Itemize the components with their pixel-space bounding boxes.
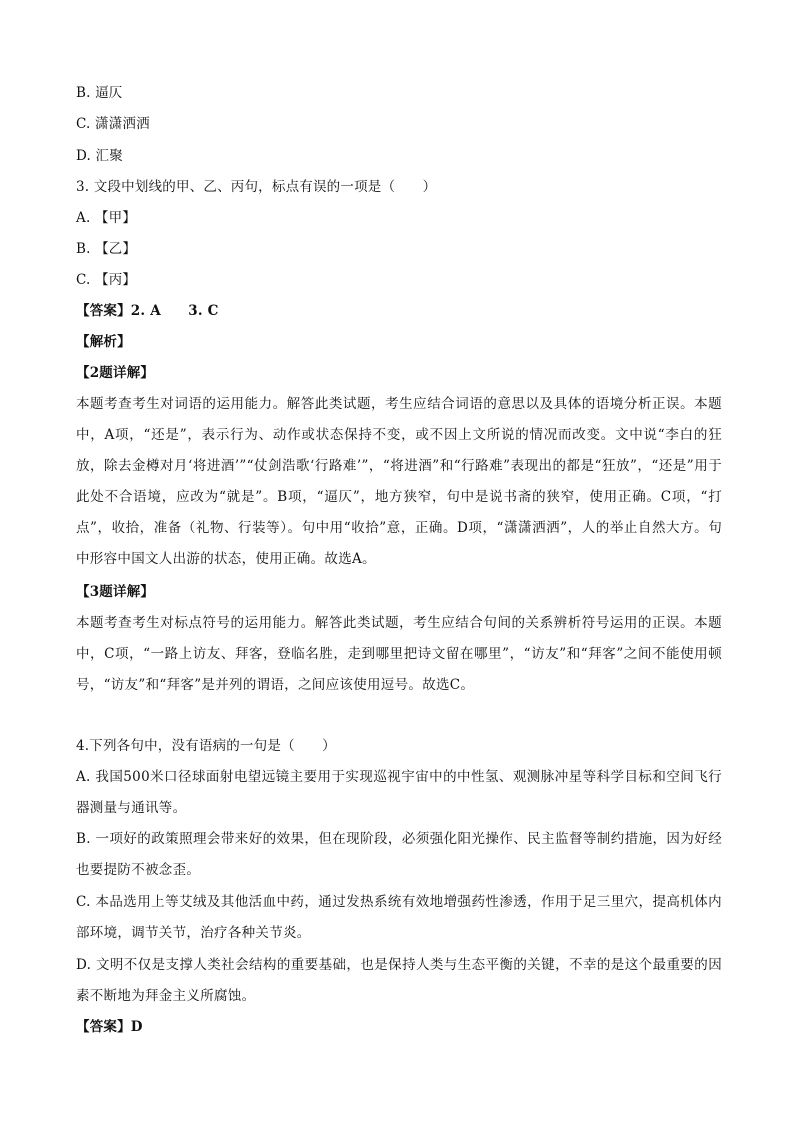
q4-option-c: C. 本品选用上等艾绒及其他活血中药，通过发热系统有效地增强药性渗透，作用于足三里穴，提高机体内部环境，调节关节，治疗各种关节炎。	[76, 894, 722, 941]
q4-option-b: B. 一项好的政策照理会带来好的效果，但在现阶段，必须强化阳光操作、民主监督等制约措施，因为好经也要提防不被念歪。	[76, 831, 722, 878]
q3-option-a: A. 【甲】	[76, 210, 137, 226]
q3-detail-paragraph: 本题考查考生对标点符号的运用能力。解答此类试题，考生应结合句间的关系辨析符号运用的正误。本题中，C项，“一路上访友、拜客，登临名胜，走到哪里把诗文留在哪里”，“访友”和“拜客”之间不能使用顿号，“访友”和“拜客”是并列的谓语，之间应该使用逗号。故选C。	[76, 615, 722, 693]
q2-option-b: B. 逼仄	[76, 85, 123, 101]
analysis-label: 【解析】	[76, 334, 131, 350]
q4-option-d: D. 文明不仅是支撑人类社会结构的重要基础，也是保持人类与生态平衡的关键，不幸的是这个最重要的因素不断地为拜金主义所腐蚀。	[76, 957, 722, 1004]
q3-stem: 3. 文段中划线的甲、乙、丙句，标点有误的一项是（ ）	[76, 179, 437, 195]
q4-answer: 【答案】D	[76, 1019, 143, 1035]
answer-line: 【答案】2. A 3. C	[76, 303, 219, 319]
q2-detail-paragraph: 本题考查考生对词语的运用能力。解答此类试题，考生应结合词语的意思以及具体的语境分析正误。本题中，A项，“还是”，表示行为、动作或状态保持不变，或不因上文所说的情况而改变。文中说“李白的狂放，除去金樽对月‘将进酒’”“仗剑浩歌‘行路难’”，“将进酒”和“行路难”表现出的都是“狂放”，“还是”用于此处不合语境，应改为“就是”。B项，“逼仄”，地方狭窄，句中是说书斋的狭窄，使用正确。C项，“打点”，收拾，准备（礼物、行装等）。句中用“收拾”意，正确。D项，“潇潇洒洒”，人的举止自然大方。句中形容中国文人出游的状态，使用正确。故选A。	[76, 396, 722, 567]
q2-option-d: D. 汇聚	[76, 148, 123, 164]
q3-option-c: C. 【丙】	[76, 272, 137, 288]
q3-detail-label: 【3题详解】	[76, 584, 155, 600]
q2-detail-label: 【2题详解】	[76, 365, 155, 381]
q2-option-c: C. 潇潇洒洒	[76, 116, 150, 132]
q4-option-a: A. 我国500米口径球面射电望远镜主要用于实现巡视宇宙中的中性氢、观测脉冲星等科学目标和空间飞行器测量与通讯等。	[76, 769, 722, 816]
q4-stem: 4.下列各句中，没有语病的一句是（ ）	[76, 738, 336, 754]
q3-option-b: B. 【乙】	[76, 241, 137, 257]
